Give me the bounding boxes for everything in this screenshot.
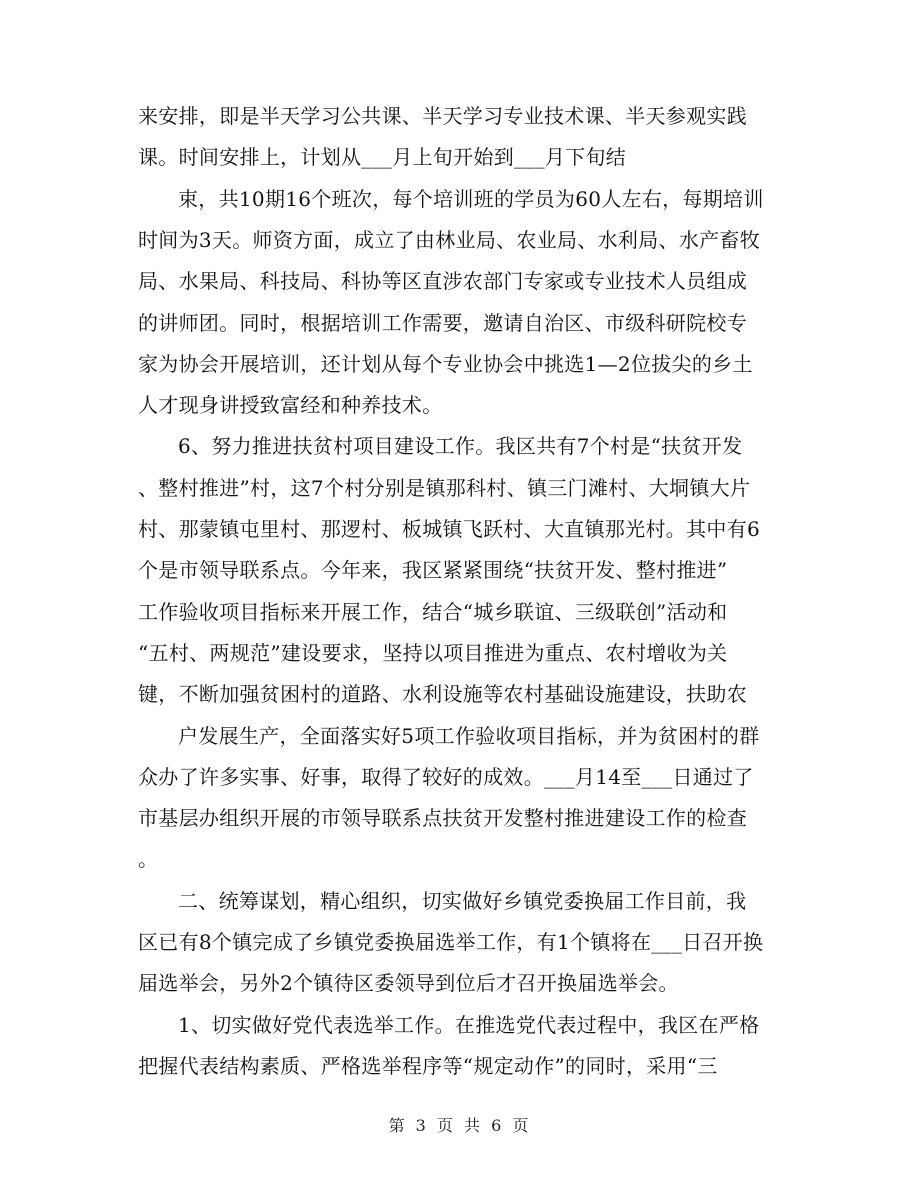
text-line: 束，共10期16个班次，每个培训班的学员为60人左右，每期培训 bbox=[178, 187, 764, 211]
text-line: 1、切实做好党代表选举工作。在推选党代表过程中，我区在严格 bbox=[178, 1013, 760, 1037]
text-line: 工作验收项目指标来开展工作，结合“城乡联谊、三级联创”活动和 bbox=[138, 600, 728, 624]
text-line: 村、那蒙镇屯里村、那逻村、板城镇飞跃村、大直镇那光村。其中有6 bbox=[138, 517, 761, 541]
text-line: 个是市领导联系点。今年来，我区紧紧围绕“扶贫开发、整村推进” bbox=[138, 558, 728, 582]
text-line: 课。时间安排上，计划从___月上旬开始到___月下旬结 bbox=[138, 145, 627, 169]
text-line: 把握代表结构素质、严格选举程序等“规定动作”的同时，采用“三 bbox=[138, 1054, 718, 1078]
text-line: 届选举会，另外2个镇待区委领导到位后才召开换届选举会。 bbox=[138, 971, 679, 995]
text-line: 、整村推进”村，这7个村分别是镇那科村、镇三门滩村、大垌镇大片 bbox=[138, 476, 751, 500]
text-line: 键，不断加强贫困村的道路、水利设施等农村基础设施建设，扶助农 bbox=[138, 682, 747, 706]
text-line: 6、努力推进扶贫村项目建设工作。我区共有7个村是“扶贫开发 bbox=[178, 434, 743, 458]
text-line: 二、统筹谋划，精心组织，切实做好乡镇党委换届工作目前，我 bbox=[178, 889, 747, 913]
text-line: 的讲师团。同时，根据培训工作需要，邀请自治区、市级科研院校专 bbox=[138, 311, 747, 335]
text-line: 局、水果局、科技局、科协等区直涉农部门专家或专业技术人员组成 bbox=[138, 269, 747, 293]
text-line: 家为协会开展培训，还计划从每个专业协会中挑选1—2位拔尖的乡土 bbox=[138, 352, 753, 376]
text-line: “五村、两规范”建设要求，坚持以项目推进为重点、农村增收为关 bbox=[138, 641, 728, 665]
text-line: 时间为3天。师资方面，成立了由林业局、农业局、水利局、水产畜牧 bbox=[138, 228, 761, 252]
page-footer: 第 3 页 共 6 页 bbox=[388, 1116, 532, 1135]
text-line: 户发展生产，全面落实好5项工作验收项目指标，并为贫困村的群 bbox=[178, 724, 760, 748]
text-line: 。 bbox=[138, 847, 159, 871]
text-line: 市基层办组织开展的市领导联系点扶贫开发整村推进建设工作的检查 bbox=[138, 806, 747, 830]
text-line: 来安排，即是半天学习公共课、半天学习专业技术课、半天参观实践 bbox=[138, 104, 747, 128]
text-line: 人才现身讲授致富经和种养技术。 bbox=[138, 393, 443, 417]
text-line: 区已有8个镇完成了乡镇党委换届选举工作，有1个镇将在___日召开换 bbox=[138, 930, 764, 954]
text-line: 众办了许多实事、好事，取得了较好的成效。___月14至___日通过了 bbox=[138, 765, 754, 789]
